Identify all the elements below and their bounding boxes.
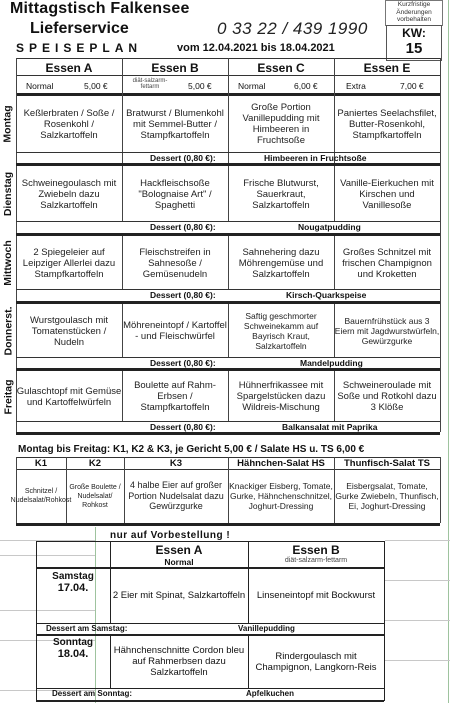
phone-number[interactable]: 0 33 22 / 439 1990 [217, 19, 368, 38]
weekend-samstag-b: Linseneintopf mit Bockwurst [256, 590, 376, 601]
weekly-item-k2: Große Boulette / Nudelsalat/ Rohkost [69, 483, 121, 509]
day-label-montag: Montag [2, 105, 15, 143]
grid-line [385, 620, 450, 621]
divider [16, 289, 440, 290]
dish-montag-c: Große Portion Vanillepudding mit Himbeeren in Fruchtsoße [242, 102, 320, 146]
divider [16, 221, 440, 222]
weekend-dessert-samstag: Vanillepudding [238, 624, 295, 633]
date-range: vom 12.04.2021 bis 18.04.2021 [177, 42, 335, 54]
col-c-label: Normal [238, 81, 266, 91]
weekend-day-sonntag: Sonntag [53, 637, 93, 648]
day-label-dienstag: Dienstag [2, 171, 14, 217]
dish-dienstag-a: Schweinegoulasch mit Zwiebeln dazu Salzkartoffeln [21, 177, 117, 211]
day-label-freitag: Freitag [2, 378, 15, 415]
dessert-label-freitag: Dessert (0,80 €): [150, 422, 216, 432]
dish-mittwoch-c: Sahnehering dazu Möhrengemüse und Salzkartoffeln [238, 246, 324, 280]
dessert-freitag: Balkansalat mit Paprika [282, 422, 378, 432]
grid-line [448, 0, 449, 703]
dessert-label-mittwoch: Dessert (0,80 €): [150, 290, 216, 300]
dish-donnerstag-e: Bauernfrühstück aus 3 Eiern mit Jagdwurstwürfeln, Gewürzgurke [334, 316, 440, 346]
weekly-header-k3: K3 [169, 458, 183, 469]
weekend-col-a: Essen A [155, 543, 203, 557]
dessert-dienstag: Nougatpudding [298, 222, 361, 232]
dessert-donnerstag: Mandelpudding [300, 358, 363, 368]
day-label-donnerstag: Donnerst. [2, 306, 15, 356]
divider [36, 700, 384, 702]
weekend-dessert-label-samstag: Dessert am Samstag: [46, 624, 128, 633]
vline [440, 457, 441, 523]
weekend-date-sonntag: 18.04. [57, 648, 89, 660]
divider [16, 357, 440, 358]
grid-line [385, 540, 450, 541]
dish-mittwoch-b: Fleischstreifen in Sahnesoße / Gemüsenudeln [139, 246, 211, 280]
weekend-dessert-label-sonntag: Dessert am Sonntag: [52, 689, 133, 698]
col-b-price: 5,00 € [188, 81, 212, 91]
dish-freitag-e: Schweineroulade mit Soße und Rotkohl dazu 3 Klöße [337, 380, 437, 413]
kw-label: KW: [402, 26, 426, 40]
dish-dienstag-c: Frische Blutwurst, Sauerkraut, Salzkartoffeln [243, 177, 319, 211]
grid-line [95, 527, 96, 703]
col-e-price: 7,00 € [400, 81, 424, 91]
dessert-label-montag: Dessert (0,80 €): [150, 153, 216, 163]
dessert-mittwoch: Kirsch-Quarkspeise [286, 290, 367, 300]
weekly-item-k1: Schnitzel / Nudelsalat/Rohkost [10, 488, 72, 504]
dessert-montag: Himbeeren in Fruchtsoße [264, 153, 367, 163]
weekend-col-a-label: Normal [164, 557, 194, 567]
weekend-day-samstag: Samstag [52, 571, 94, 582]
divider [16, 523, 440, 526]
col-header-a: Essen A [45, 61, 93, 75]
weekend-sonntag-a: Hähnchenschnitte Cordon bleu auf Rahmerbsen dazu Salzkartoffeln [113, 645, 245, 678]
speiseplan-title: SPEISEPLAN [16, 41, 143, 55]
col-a-label: Normal [26, 81, 54, 91]
weekly-header-k2: K2 [88, 458, 102, 469]
weekend-date-samstag: 17.04. [57, 582, 89, 594]
col-header-e: Essen E [363, 61, 411, 75]
dessert-label-donnerstag: Dessert (0,80 €): [150, 358, 216, 368]
vline [384, 541, 385, 701]
weekend-col-b-label: diät-salzarm-fettarm [284, 557, 348, 564]
vline [36, 541, 37, 701]
weekly-info: Montag bis Freitag: K1, K2 & K3, je Gericht 5,00 € / Salate HS u. TS 6,00 € [18, 444, 365, 455]
dish-montag-b: Bratwurst / Blumenkohl mit Semmel-Butter / Stampfkartoffeln [126, 107, 224, 141]
col-header-c: Essen C [257, 61, 305, 75]
weekly-item-ts: Eisbergsalat, Tomate, Gurke Zwiebeln, Thunfisch, Ei, Joghurt-Dressing [335, 481, 439, 511]
kw-box [386, 25, 442, 61]
grid-line [0, 555, 95, 556]
col-c-price: 6,00 € [294, 81, 318, 91]
col-a-price: 5,00 € [84, 81, 108, 91]
weekend-samstag-a: 2 Eier mit Spinat, Salzkartoffeln [112, 590, 246, 601]
dish-mittwoch-e: Großes Schnitzel mit frischen Champignon und Kroketten [342, 246, 432, 280]
kw-value: 15 [405, 40, 423, 57]
dish-montag-e: Paniertes Seelachsfilet, Butter-Rosenkohl, Stampfkartoffeln [337, 107, 437, 141]
preorder-note: nur auf Vorbestellung ! [110, 530, 231, 541]
col-e-label: Extra [346, 81, 366, 91]
dessert-label-dienstag: Dessert (0,80 €): [150, 222, 216, 232]
dish-dienstag-b: Hackfleischsoße "Bolognaise Art" / Spaghetti [138, 177, 212, 211]
weekly-header-hs: Hähnchen-Salat HS [237, 458, 325, 469]
dish-donnerstag-b: Möhreneintopf / Kartoffel - und Fleischwürfel [123, 320, 227, 342]
col-header-b: Essen B [151, 61, 199, 75]
weekly-item-hs: Knackiger Eisberg, Tomate, Gurke, Hähnchenschnitzel, Joghurt-Dressing [229, 481, 333, 511]
title-line-1: Mittagstisch Falkensee [10, 0, 190, 17]
grid-line [385, 660, 450, 661]
weekly-item-k3: 4 halbe Eier auf großer Portion Nudelsalat dazu Gewürzgurke [128, 480, 224, 512]
col-b-label: diät-salzarm-fettarm [132, 78, 168, 90]
grid-line [385, 580, 450, 581]
dish-freitag-a: Gulaschtopf mit Gemüse und Kartoffelwürfeln [16, 385, 122, 408]
title-line-2: Lieferservice [30, 20, 129, 37]
weekly-header-k1: K1 [34, 458, 48, 469]
weekend-dessert-sonntag: Apfelkuchen [246, 689, 295, 698]
weekend-sonntag-b: Rindergoulasch mit Champignon, Langkorn-Reis [255, 650, 377, 673]
dish-dienstag-e: Vanille-Eierkuchen mit Kirschen und Vanillesoße [340, 177, 434, 211]
weekly-header-ts: Thunfisch-Salat TS [343, 458, 431, 469]
day-label-mittwoch: Mittwoch [2, 240, 14, 286]
weekend-col-b: Essen B [292, 543, 340, 557]
dish-donnerstag-a: Wurstgoulasch mit Tomatenstücken / Nudeln [30, 314, 108, 348]
divider [36, 541, 384, 542]
divider [16, 432, 440, 435]
grid-line [0, 610, 95, 611]
dish-donnerstag-c: Saftig geschmorter Schweinekamm auf Bayrisch Kraut, Salzkartoffeln [243, 311, 319, 351]
dish-montag-a: Keßlerbraten / Soße / Rosenkohl / Salzkartoffeln [23, 107, 115, 141]
divider [16, 152, 440, 153]
dish-mittwoch-a: 2 Spiegeleier auf Leipziger Allerlei dazu Stampfkartoffeln [22, 246, 116, 280]
changes-note: Kurzfristige Änderungen vorbehalten [385, 0, 443, 26]
dish-freitag-b: Boulette auf Rahm-Erbsen / Stampfkartoffeln [134, 380, 216, 413]
dish-freitag-c: Hühnerfrikassee mit Spargelstücken dazu Wildreis-Mischung [236, 380, 326, 413]
vline [440, 58, 441, 432]
